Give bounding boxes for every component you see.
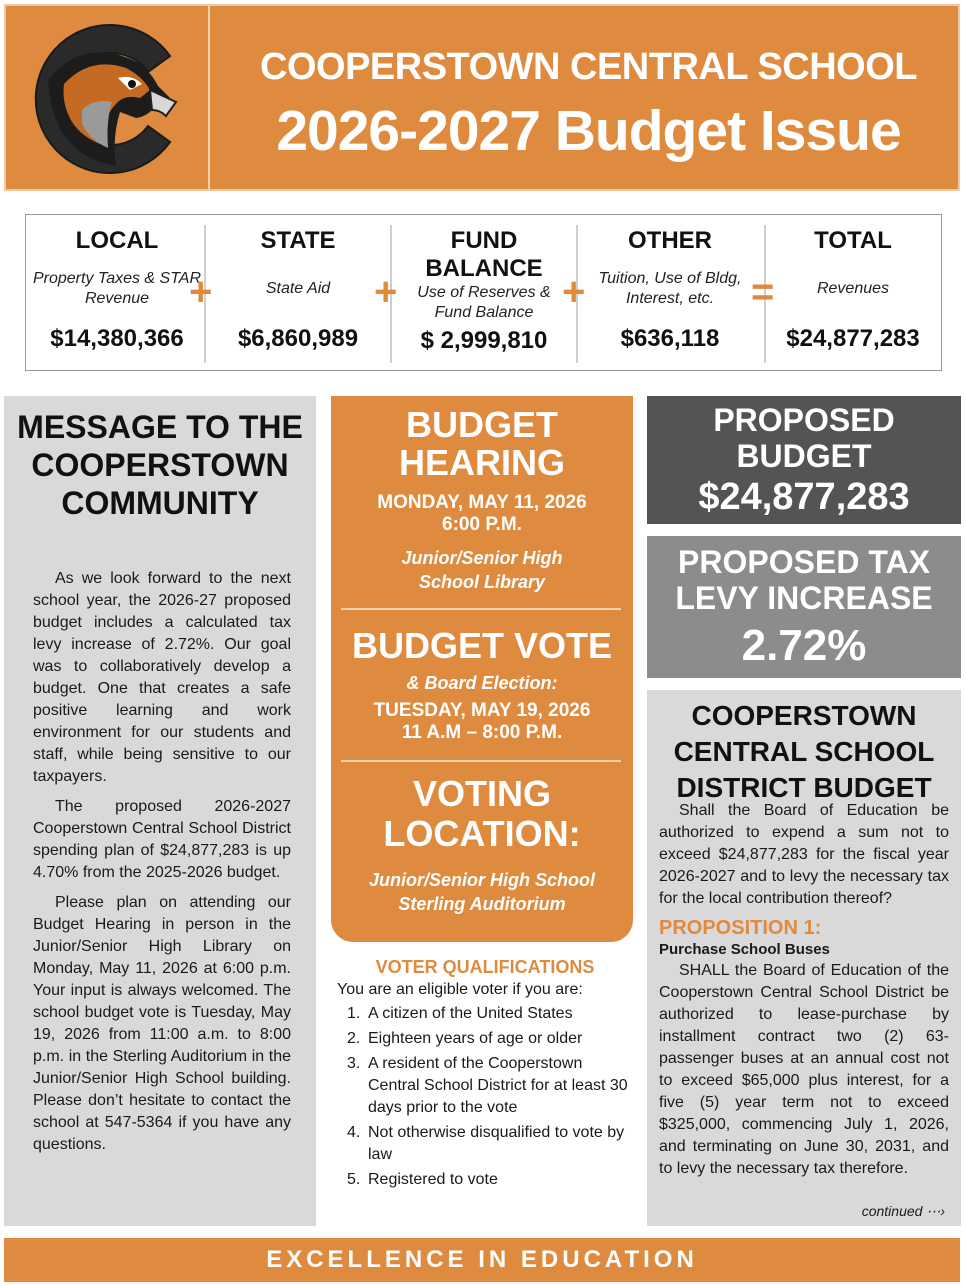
revenue-heading: TOTAL bbox=[814, 227, 892, 254]
vote-subtitle: & Board Election: bbox=[406, 673, 558, 693]
proposition-text: SHALL the Board of Education of the Cooperstown Central School District be authorized to lease-purchase by installment contract two (2) 63-passenger buses at an annual cost not to exceed $65,000 plus interest, for a five (5) year term not to exceed $325,000, commencing July 1, 2026, and terminating on June 30, 2031, and to levy the necessary tax therefore. bbox=[659, 962, 949, 1177]
plus-icon: + bbox=[562, 270, 586, 314]
proposed-tax-label: PROPOSED TAX LEVY INCREASE bbox=[675, 544, 933, 616]
footer-banner: EXCELLENCE IN EDUCATION bbox=[4, 1238, 960, 1282]
voter-list bbox=[347, 1003, 635, 1191]
hearing-date: MONDAY, MAY 11, 2026 bbox=[377, 492, 587, 513]
district-budget-body bbox=[659, 800, 949, 1180]
list-item bbox=[347, 1028, 635, 1050]
proposed-tax-box bbox=[647, 536, 961, 678]
list-item bbox=[347, 1053, 635, 1119]
revenue-subtitle: Property Taxes & STAR Revenue bbox=[32, 270, 202, 307]
revenue-value: $ 2,999,810 bbox=[420, 327, 548, 354]
revenue-heading: FUND BALANCE bbox=[425, 227, 543, 282]
revenue-heading: OTHER bbox=[628, 227, 712, 254]
proposition-title: PROPOSITION 1: bbox=[659, 917, 822, 939]
list-item bbox=[347, 1122, 635, 1166]
plus-icon: + bbox=[189, 270, 213, 314]
location-place: Junior/Senior High School bbox=[368, 870, 595, 890]
list-text: Eighteen years of age or older bbox=[368, 1030, 583, 1047]
message-paragraph: Please plan on attending our Budget Hearing in person in the Junior/Senior High Library on Monday, May 11, 2026 at 6:00 p.m. Your input is always welcomed. The school budget vote is Tuesday, May 19, 2026 from 11:00 a.m. to 8:00 p.m. in the Sterling Auditorium in the Junior/Senior High School building. Please don’t hesitate to contact the school at 547-5364 if you have any questions. bbox=[33, 894, 291, 1153]
school-name: COOPERSTOWN CENTRAL SCHOOL bbox=[260, 46, 917, 88]
vote-time: 11 A.M – 8:00 P.M. bbox=[401, 722, 563, 743]
proposition-subtitle: Purchase School Buses bbox=[659, 941, 830, 958]
arrow-right-icon: ⋯› bbox=[926, 1203, 945, 1219]
revenue-heading: STATE bbox=[260, 227, 336, 254]
revenue-summary bbox=[25, 214, 942, 371]
revenue-subtitle: State Aid bbox=[265, 280, 331, 297]
message-body bbox=[33, 568, 291, 1164]
revenue-subtitle: Use of Reserves & Fund Balance bbox=[417, 284, 551, 321]
divider bbox=[341, 608, 621, 610]
location-place: Sterling Auditorium bbox=[398, 894, 566, 914]
revenue-heading: LOCAL bbox=[75, 227, 159, 254]
revenue-state bbox=[208, 215, 388, 370]
revenue-value: $24,877,283 bbox=[786, 325, 920, 352]
list-text: Not otherwise disqualified to vote by law bbox=[368, 1124, 625, 1163]
list-item bbox=[347, 1169, 635, 1191]
revenue-total bbox=[768, 215, 938, 370]
revenue-value: $14,380,366 bbox=[50, 325, 184, 352]
revenue-value: $636,118 bbox=[620, 325, 720, 352]
list-text: A citizen of the United States bbox=[368, 1005, 573, 1022]
list-item bbox=[347, 1003, 635, 1025]
list-number: 3. bbox=[347, 1055, 361, 1072]
hearing-title: BUDGET HEARING bbox=[398, 404, 565, 483]
events-panel bbox=[331, 396, 633, 942]
list-text: A resident of the Cooperstown Central School District for at least 30 days prior to the vote bbox=[368, 1055, 628, 1116]
district-budget-panel bbox=[647, 690, 961, 1226]
message-title: MESSAGE TO THE COOPERSTOWN COMMUNITY bbox=[17, 409, 303, 521]
hearing-place: Junior/Senior High School Library bbox=[401, 548, 563, 592]
hearing-time: 6:00 P.M. bbox=[442, 514, 522, 535]
proposed-budget-box bbox=[647, 396, 961, 524]
voter-qualifications bbox=[335, 955, 635, 1194]
revenue-subtitle: Revenues bbox=[816, 280, 890, 297]
proposed-tax-value: 2.72% bbox=[741, 621, 867, 670]
location-title: VOTING LOCATION: bbox=[383, 773, 581, 854]
issue-title: 2026-2027 Budget Issue bbox=[276, 99, 901, 163]
revenue-subtitle: Tuition, Use of Bldg, Interest, etc. bbox=[598, 270, 742, 307]
district-budget-title: COOPERSTOWN CENTRAL SCHOOL DISTRICT BUDGET bbox=[673, 700, 935, 803]
voter-title: VOTER QUALIFICATIONS bbox=[375, 957, 595, 977]
revenue-fund-balance bbox=[394, 215, 574, 370]
hawk-c-logo-icon bbox=[20, 20, 196, 176]
community-message-panel bbox=[4, 396, 316, 1226]
list-number: 4. bbox=[347, 1124, 361, 1141]
equals-icon: = bbox=[751, 270, 775, 314]
list-text: Registered to vote bbox=[368, 1171, 498, 1188]
logo-panel bbox=[6, 6, 210, 189]
revenue-other bbox=[580, 215, 760, 370]
list-number: 2. bbox=[347, 1030, 361, 1047]
voter-intro: You are an eligible voter if you are: bbox=[337, 981, 583, 998]
plus-icon: + bbox=[374, 270, 398, 314]
message-paragraph: The proposed 2026-2027 Cooperstown Central School District spending plan of $24,877,283 is up 4.70% from the 2025-2026 budget. bbox=[33, 798, 291, 881]
header-banner bbox=[4, 4, 960, 191]
message-paragraph: As we look forward to the next school year, the 2026-27 proposed budget includes a calculated tax levy increase of 2.72%. Our goal was to collaboratively develop a budget. One that creates a safe positive learning and work environment for our students and staff, while being sensitive to our taxpayers. bbox=[33, 570, 291, 785]
vote-title: BUDGET VOTE bbox=[351, 625, 612, 666]
proposed-budget-value: $24,877,283 bbox=[698, 476, 910, 518]
proposed-budget-label: PROPOSED BUDGET bbox=[713, 402, 895, 474]
divider bbox=[341, 760, 621, 762]
continued-note bbox=[862, 1203, 945, 1220]
revenue-value: $6,860,989 bbox=[237, 325, 359, 352]
list-number: 5. bbox=[347, 1171, 361, 1188]
budget-question: Shall the Board of Education be authorized to expend a sum not to exceed $24,877,283 for the fiscal year 2026-2027 and to levy the necessary tax for the local contribution thereof? bbox=[659, 802, 949, 907]
vote-date: TUESDAY, MAY 19, 2026 bbox=[373, 700, 591, 721]
revenue-local bbox=[32, 215, 202, 370]
continued-label: continued bbox=[861, 1203, 923, 1219]
list-number: 1. bbox=[347, 1005, 361, 1022]
